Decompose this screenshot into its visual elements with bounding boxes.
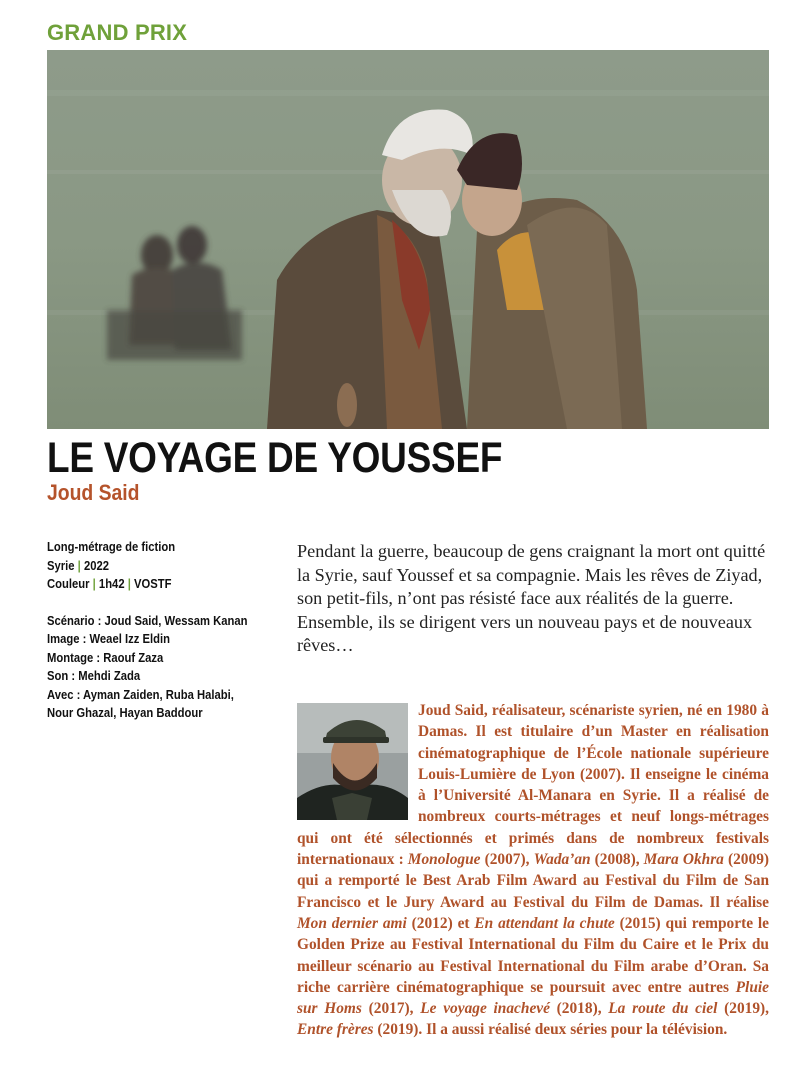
bio-text: (2018), xyxy=(549,1000,609,1018)
bio-text: (2009) qui a remporté le Best Arab Film Award au Festival du Film de San Francisco et le Jury Award au Festival du Film de Damas. Il réalise xyxy=(297,851,770,911)
credit-editing: Montage : Raouf Zaza xyxy=(47,650,164,665)
bio-film-title: Monologue xyxy=(407,851,481,869)
spec-color: Couleur xyxy=(47,577,90,591)
credit-image: Image : Weael Izz Eldin xyxy=(47,632,170,646)
bio-text: (2008), xyxy=(590,851,644,869)
spec-type: Long-métrage de fiction xyxy=(47,540,176,554)
bio-film-title: Entre frères xyxy=(297,1021,374,1039)
bio-text: (2015) qui remporte le Golden Prize au Festival International du Film du Caire et le Prix du meilleur scénario au Festival International du Film arabe d’Oran. Sa riche carrière cinématographique se poursuit avec entre autres xyxy=(297,914,770,996)
section-label: GRAND PRIX xyxy=(47,20,188,45)
bio-film-title: Wada’an xyxy=(533,851,591,869)
bio-film-title: La route du ciel xyxy=(608,1000,718,1018)
director-name: Joud Said xyxy=(47,480,140,505)
spec-country-year xyxy=(47,557,263,576)
credit-screenplay: Scénario : Joud Said, Wessam Kanan xyxy=(47,613,248,628)
film-title: LE VOYAGE DE YOUSSEF xyxy=(47,434,503,482)
film-still-photo xyxy=(47,50,769,429)
bio-text: (2019), xyxy=(717,1000,769,1018)
bio-film-title: Le voyage inachevé xyxy=(420,1000,550,1018)
bio-text: Joud Said, réalisateur, scénariste syrien, né en 1980 à Damas. Il est titulaire d’un Master en réalisation cinématographique de l’École nationale supérieure Louis-Lumière de Lyon (2007). Il enseigne le cinéma à l’Université Al-Manara en Syrie. Il a réalisé de nombreux courts-métrages et neuf longs-métrages qui ont été sélectionnés et primés dans de nombreux festivals internationaux : xyxy=(297,702,769,869)
spec-separator: | xyxy=(92,577,96,591)
bio-film-title: Pluie sur Homs xyxy=(297,978,769,1018)
synopsis-paragraph: Ensemble, ils se dirigent vers un nouveau pays et de nouveaux rêves… xyxy=(297,611,753,655)
bio-text: (2007), xyxy=(480,851,534,869)
director-biography xyxy=(297,700,769,1041)
spec-duration: 1h42 xyxy=(98,577,125,591)
film-specs xyxy=(47,538,263,723)
synopsis xyxy=(297,540,777,658)
bio-text: (2012) et xyxy=(406,914,475,932)
spec-version: VOSTF xyxy=(134,577,172,591)
bio-film-title: En attendant la chute xyxy=(474,914,615,932)
bio-film-title: Mon dernier ami xyxy=(297,914,407,932)
spec-country: Syrie xyxy=(47,558,75,573)
spec-format xyxy=(47,575,263,594)
bio-text: (2017), xyxy=(361,1000,421,1018)
synopsis-paragraph: Pendant la guerre, beaucoup de gens craignant la mort ont quitté la Syrie, sauf Youssef et sa compagnie. Mais les rêves de Ziyad, son petit-fils, n’ont pas résisté face aux réalités de la guerre. xyxy=(297,541,766,608)
spec-separator: | xyxy=(77,558,81,573)
spec-year: 2022 xyxy=(83,558,109,573)
bio-film-title: Mara Okhra xyxy=(643,851,724,869)
bio-text: (2019). Il a aussi réalisé deux séries pour la télévision. xyxy=(373,1021,728,1039)
credit-cast: Avec : Ayman Zaiden, Ruba Halabi, Nour Ghazal, Hayan Baddour xyxy=(47,687,234,720)
credit-sound: Son : Mehdi Zada xyxy=(47,669,141,683)
spec-separator: | xyxy=(127,577,131,591)
